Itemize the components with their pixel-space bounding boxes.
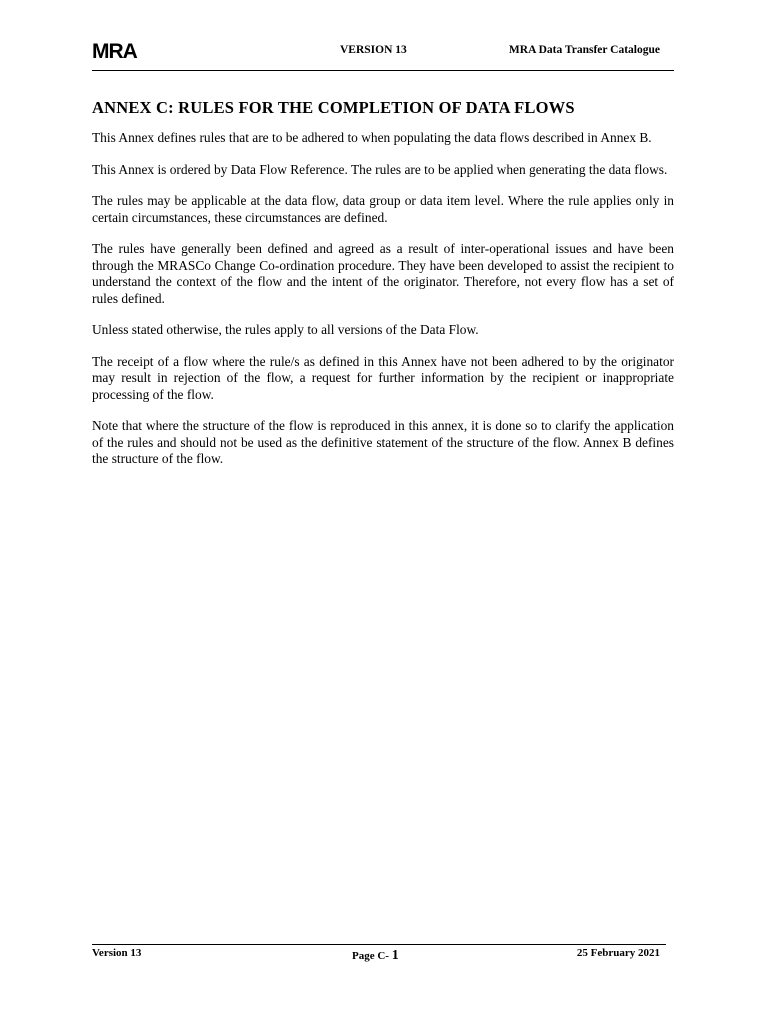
paragraph: The rules have generally been defined and agreed as a result of inter-operational issues and have been through the MRASCo Change Co-ordination procedure. They have been developed to assist the recipient to understand the context of the flow and the intent of the originator. Therefore, not every flow has a set of rules defined. [92, 241, 674, 306]
paragraph: This Annex is ordered by Data Flow Reference. The rules are to be applied when generating the data flows. [92, 161, 668, 177]
paragraph: This Annex defines rules that are to be adhered to when populating the data flows described in Annex B. [92, 130, 652, 145]
page-label: Page C- [352, 950, 389, 962]
document-body [92, 130, 674, 483]
footer-version: Version 13 [92, 947, 142, 959]
paragraph: Unless stated otherwise, the rules apply to all versions of the Data Flow. [92, 322, 479, 337]
mra-logo: MRA [92, 40, 137, 63]
page-title: ANNEX C: RULES FOR THE COMPLETION OF DATA FLOWS [92, 98, 575, 117]
page-footer [92, 944, 666, 975]
header-catalogue-title: MRA Data Transfer Catalogue [508, 44, 660, 56]
paragraph: The rules may be applicable at the data flow, data group or data item level. Where the rule applies only in certain circumstances, these circumstances are defined. [92, 193, 674, 225]
paragraph: The receipt of a flow where the rule/s as defined in this Annex have not been adhered to by the originator may result in rejection of the flow, a request for further information by the recipient or inappropriate processing of the flow. [92, 353, 674, 402]
page-number [352, 948, 399, 964]
footer-date: 25 February 2021 [576, 947, 660, 959]
header-version: VERSION 13 [340, 44, 407, 56]
page-header [92, 38, 674, 71]
page-number-value: 1 [391, 948, 399, 963]
paragraph: Note that where the structure of the flow is reproduced in this annex, it is done so to clarify the application of the rules and should not be used as the definitive statement of the structure of the flow. Annex B defines the structure of the flow. [92, 418, 674, 466]
